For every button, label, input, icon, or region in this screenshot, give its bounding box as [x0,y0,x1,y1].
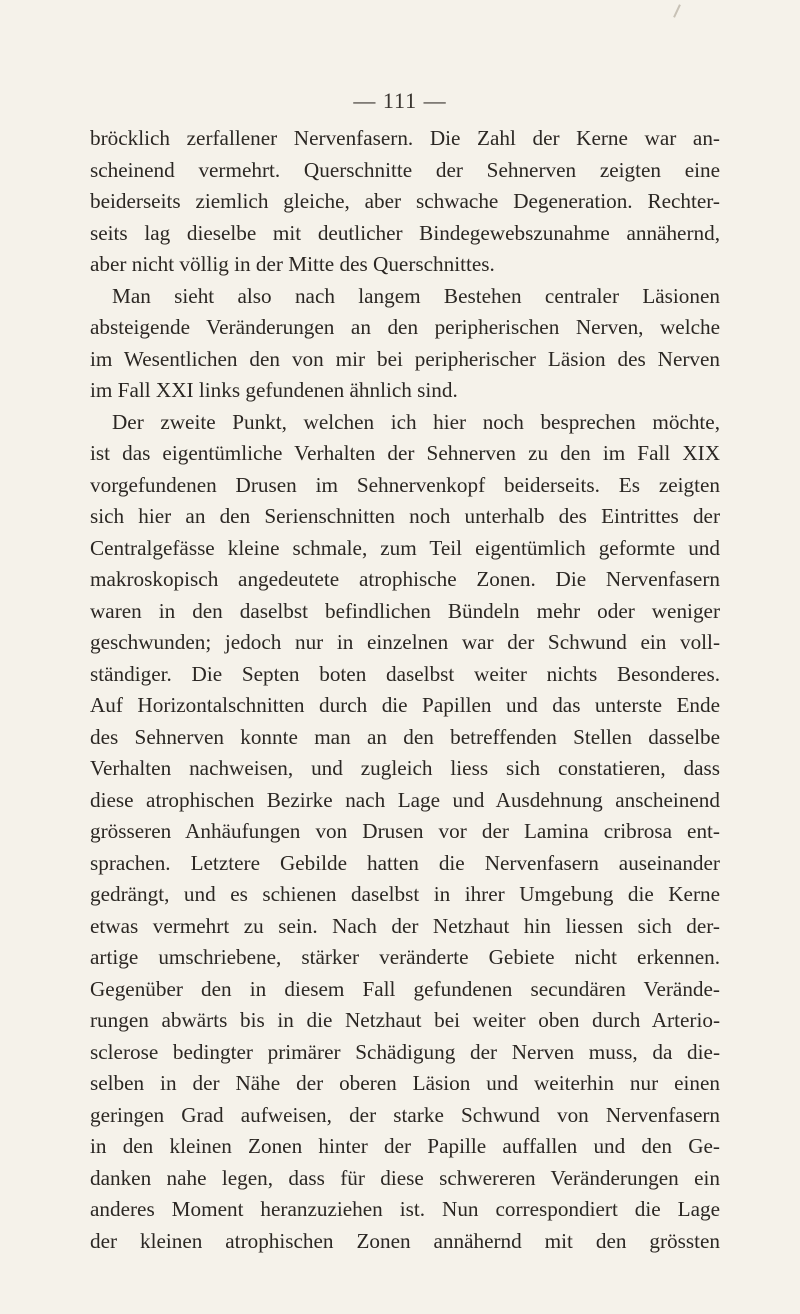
text-line: etwas vermehrt zu sein. Nach der Netzhaut hin liessen sich der- [90,913,720,938]
text-line: geschwunden; jedoch nur in einzelnen war der Schwund ein voll- [90,630,720,654]
text-line: Gegenüber den in diesem Fall gefundenen secundären Verände- [90,976,720,1001]
text-line: seits lag dieselbe mit deutlicher Bindegewebszunahme annähernd, [90,220,720,245]
text-line: im Fall XXI links gefundenen ähnlich sind. [90,378,458,402]
text-line: anderes Moment heranzuziehen ist. Nun correspondiert die Lage [90,1197,720,1221]
text-line: Centralgefässe kleine schmale, zum Teil eigentümlich geformte und [90,535,720,560]
text-line: sprachen. Letztere Gebilde hatten die Nervenfasern auseinander [90,850,720,875]
text-line: rungen abwärts bis in die Netzhaut bei weiter oben durch Arterio- [90,1008,720,1032]
text-line: ist das eigentümliche Verhalten der Sehnerven zu den im Fall XIX [90,441,720,465]
text-line: diese atrophischen Bezirke nach Lage und Ausdehnung anscheinend [90,787,720,812]
text-line: selben in der Nähe der oberen Läsion und weiterhin nur einen [90,1071,720,1095]
text-line: aber nicht völlig in der Mitte des Querschnittes. [90,252,495,276]
text-line: vorgefundenen Drusen im Sehnervenkopf beiderseits. Es zeigten [90,472,720,497]
page-number: — 111 — [353,88,447,113]
text-line: in den kleinen Zonen hinter der Papille auffallen und den Ge- [90,1134,720,1158]
text-line: sclerose bedingter primärer Schädigung der Nerven muss, da die- [90,1039,720,1064]
text-line: der kleinen atrophischen Zonen annähernd mit den grössten [90,1228,720,1253]
body-text [90,123,720,1257]
text-line: beiderseits ziemlich gleiche, aber schwache Degeneration. Rechter- [90,189,720,213]
text-line: bröcklich zerfallener Nervenfasern. Die Zahl der Kerne war an- [90,126,720,150]
text-line: Verhalten nachweisen, und zugleich liess sich constatieren, dass [90,756,720,780]
text-line: Man sieht also nach langem Bestehen centraler Läsionen [112,283,720,308]
text-line: absteigende Veränderungen an den peripherischen Nerven, welche [90,315,720,339]
text-line: sich hier an den Serienschnitten noch unterhalb des Eintrittes der [90,504,720,528]
text-line: waren in den daselbst befindlichen Bündeln mehr oder weniger [90,598,720,623]
text-line: makroskopisch angedeutete atrophische Zonen. Die Nervenfasern [90,567,720,591]
page-edge-mark [673,4,681,18]
text-line: des Sehnerven konnte man an den betreffenden Stellen dasselbe [90,724,720,749]
text-line: geringen Grad aufweisen, der starke Schwund von Nervenfasern [90,1102,720,1127]
text-line: ständiger. Die Septen boten daselbst weiter nichts Besonderes. [90,661,720,686]
text-line: artige umschriebene, stärker veränderte Gebiete nicht erkennen. [90,945,720,969]
text-line: danken nahe legen, dass für diese schwereren Veränderungen ein [90,1165,720,1190]
text-line: grösseren Anhäufungen von Drusen vor der Lamina cribrosa ent- [90,819,720,843]
text-line: scheinend vermehrt. Querschnitte der Sehnerven zeigten eine [90,157,720,182]
text-line: gedrängt, und es schienen daselbst in ihrer Umgebung die Kerne [90,882,720,906]
text-line: Der zweite Punkt, welchen ich hier noch besprechen möchte, [112,409,720,434]
text-line: im Wesentlichen den von mir bei peripherischer Läsion des Nerven [90,346,720,371]
text-line: Auf Horizontalschnitten durch die Papillen und das unterste Ende [90,693,720,717]
